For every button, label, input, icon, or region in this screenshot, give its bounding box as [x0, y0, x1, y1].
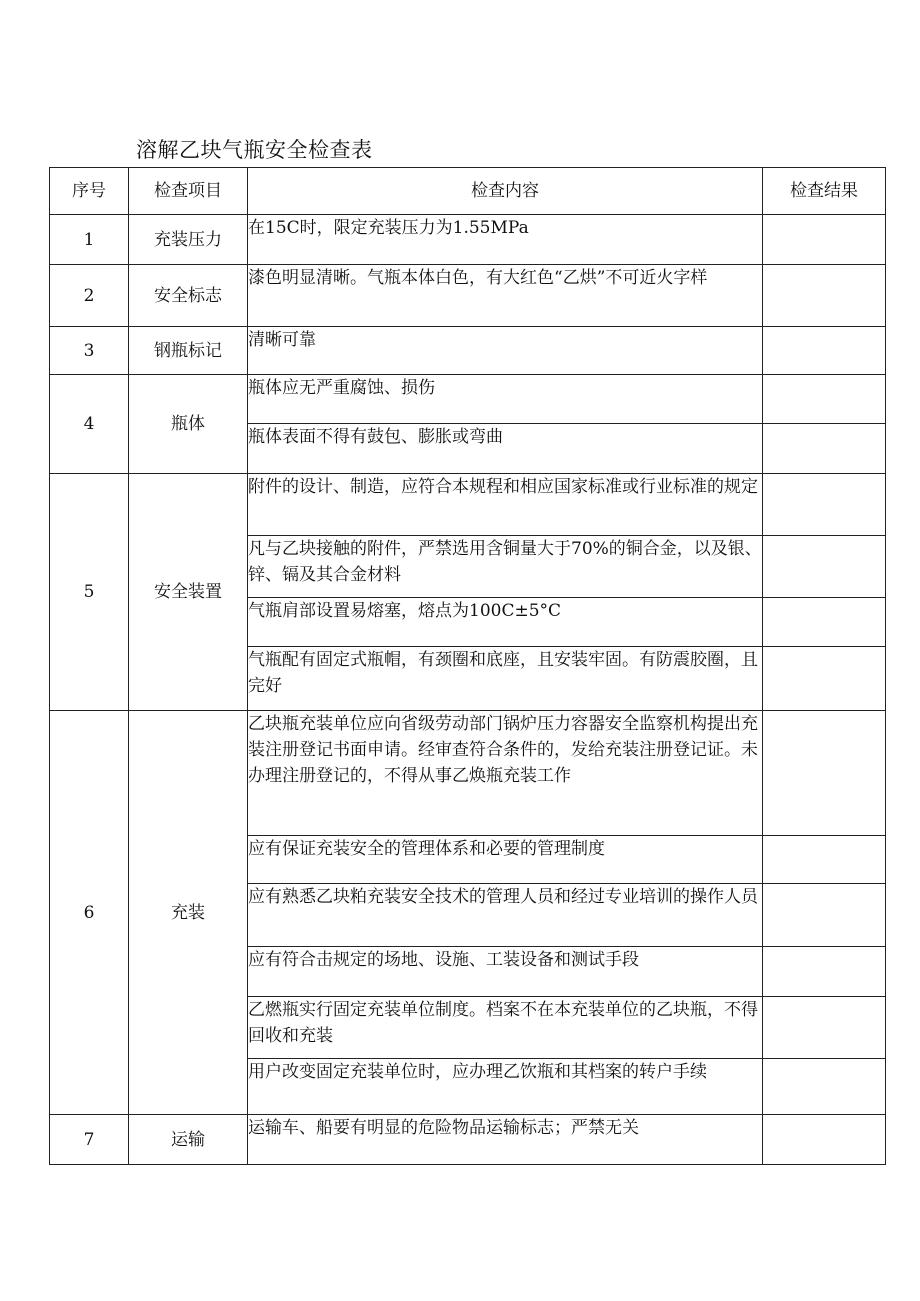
result-cell[interactable]: [763, 947, 886, 997]
row-item: 瓶体: [129, 375, 248, 474]
result-cell[interactable]: [763, 647, 886, 711]
result-cell[interactable]: [763, 327, 886, 375]
result-cell[interactable]: [763, 1115, 886, 1165]
row-number: 5: [50, 474, 129, 711]
table-row: [50, 215, 886, 265]
row-content: 运输车、船要有明显的危险物品运输标志；严禁无关: [248, 1115, 763, 1165]
inspection-table: [49, 167, 886, 1165]
page-title: 溶解乙块气瓶安全检查表: [136, 138, 373, 162]
table-row: [50, 375, 886, 424]
result-cell[interactable]: [763, 424, 886, 474]
result-cell[interactable]: [763, 215, 886, 265]
row-item: 运输: [129, 1115, 248, 1165]
row-number: 1: [50, 215, 129, 265]
row-content: 清晰可靠: [248, 327, 763, 375]
table-row: [50, 711, 886, 836]
result-cell[interactable]: [763, 536, 886, 598]
header-no: 序号: [50, 168, 129, 215]
result-cell[interactable]: [763, 598, 886, 647]
table-row: [50, 1115, 886, 1165]
result-cell[interactable]: [763, 997, 886, 1059]
result-cell[interactable]: [763, 711, 886, 836]
row-item: 安全标志: [129, 265, 248, 327]
row-content: 应有熟悉乙块粕充装安全技术的管理人员和经过专业培训的操作人员: [248, 884, 763, 947]
table-row: [50, 327, 886, 375]
row-item: 安全装置: [129, 474, 248, 711]
header-result: 检查结果: [763, 168, 886, 215]
result-cell[interactable]: [763, 1059, 886, 1115]
row-content: 漆色明显清晰。气瓶本体白色，有大红色“乙烘”不可近火字样: [248, 265, 763, 327]
table-row: [50, 474, 886, 536]
header-content: 检查内容: [248, 168, 763, 215]
row-item: 充装压力: [129, 215, 248, 265]
row-number: 2: [50, 265, 129, 327]
row-content: 附件的设计、制造，应符合本规程和相应国家标准或行业标准的规定: [248, 474, 763, 536]
row-content: 在15C时，限定充装压力为1.55MPa: [248, 215, 763, 265]
header-item: 检查项目: [129, 168, 248, 215]
row-content: 应有保证充装安全的管理体系和必要的管理制度: [248, 836, 763, 884]
row-content: 瓶体表面不得有鼓包、膨胀或弯曲: [248, 424, 763, 474]
result-cell[interactable]: [763, 884, 886, 947]
table-row: [50, 265, 886, 327]
row-number: 6: [50, 711, 129, 1115]
row-content: 乙块瓶充装单位应向省级劳动部门锅炉压力容器安全监察机构提出充装注册登记书面申请。经审查符合条件的，发给充装注册登记证。未办理注册登记的，不得从事乙焕瓶充装工作: [248, 711, 763, 836]
result-cell[interactable]: [763, 265, 886, 327]
row-content: 用户改变固定充装单位时，应办理乙饮瓶和其档案的转户手续: [248, 1059, 763, 1115]
result-cell[interactable]: [763, 375, 886, 424]
row-item: 钢瓶标记: [129, 327, 248, 375]
row-number: 7: [50, 1115, 129, 1165]
table-header-row: [50, 168, 886, 215]
row-content: 乙燃瓶实行固定充装单位制度。档案不在本充装单位的乙块瓶，不得回收和充装: [248, 997, 763, 1059]
row-content: 气瓶肩部设置易熔塞，熔点为100C±5°C: [248, 598, 763, 647]
result-cell[interactable]: [763, 836, 886, 884]
row-content: 气瓶配有固定式瓶帽，有颈圈和底座，且安装牢固。有防震胶圈，且完好: [248, 647, 763, 711]
row-content: 应有符合击规定的场地、设施、工装设备和测试手段: [248, 947, 763, 997]
row-content: 瓶体应无严重腐蚀、损伤: [248, 375, 763, 424]
row-number: 3: [50, 327, 129, 375]
result-cell[interactable]: [763, 474, 886, 536]
row-item: 充装: [129, 711, 248, 1115]
row-content: 凡与乙块接触的附件，严禁选用含铜量大于70%的铜合金，以及银、锌、镉及其合金材料: [248, 536, 763, 598]
row-number: 4: [50, 375, 129, 474]
